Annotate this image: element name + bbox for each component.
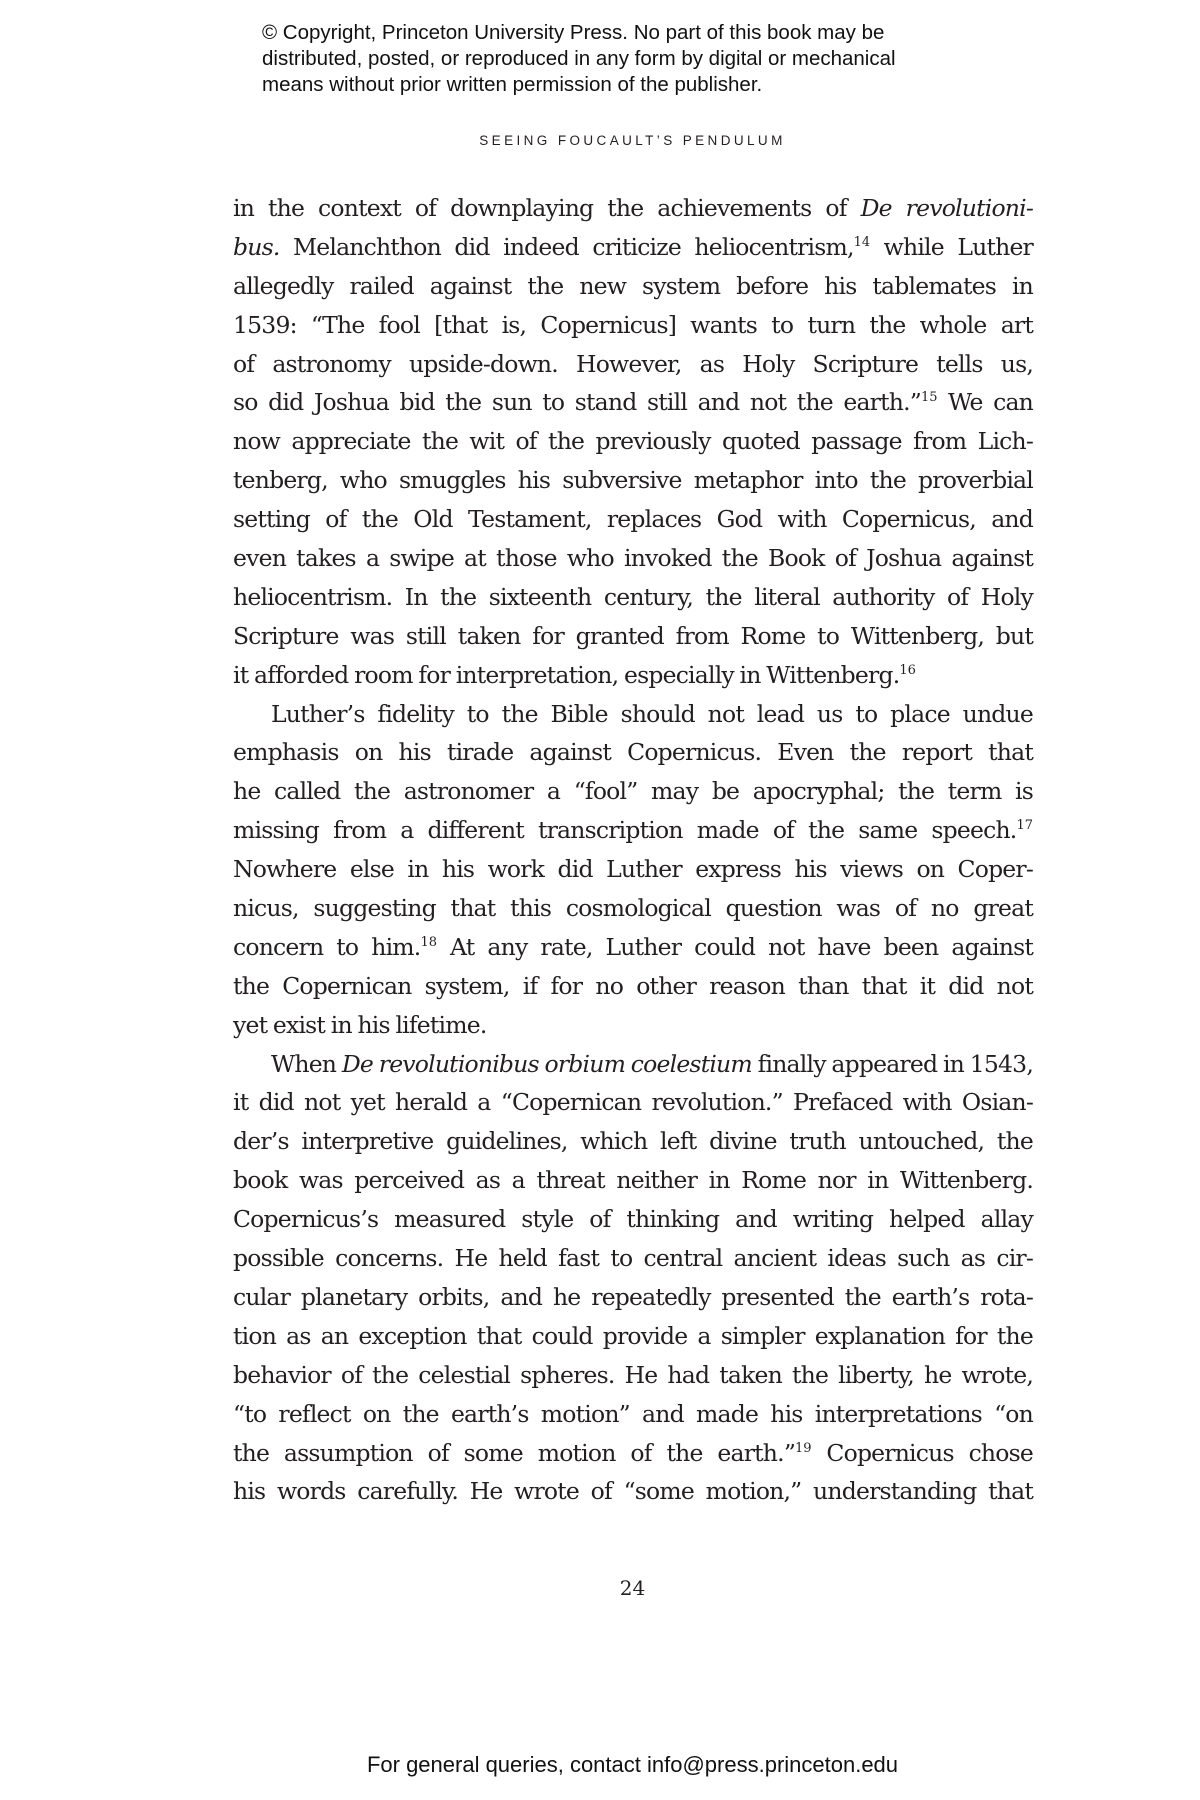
footnote-marker: 17 <box>1016 818 1033 834</box>
text-line: When De revolutionibus orbium coelestium finally appeared in 1543, <box>271 1049 1033 1078</box>
copyright-notice <box>262 20 1022 98</box>
text-line: missing from a different transcription made of the same speech.$^{17}$ <box>233 816 1033 845</box>
text-line: the assumption of some motion of the earth.”$^{19}$ Copernicus chose <box>233 1438 1033 1467</box>
text-line: yet exist in his lifetime. <box>233 1010 487 1039</box>
text-line: heliocentrism. In the sixteenth century, the literal authority of Holy <box>233 582 1033 611</box>
text-line: book was perceived as a threat neither in Rome nor in Wittenberg. <box>233 1166 1033 1195</box>
text-line: the Copernican system, if for no other reason than that it did not <box>233 971 1033 1000</box>
text-line: tion as an exception that could provide a simpler explanation for the <box>233 1321 1033 1350</box>
text-line: Luther’s fidelity to the Bible should not lead us to place undue <box>271 699 1033 728</box>
text-line: of astronomy upside-down. However, as Holy Scripture tells us, <box>233 349 1033 378</box>
text-line: his words carefully. He wrote of “some motion,” understanding that <box>233 1477 1033 1506</box>
body-text <box>233 189 1033 1511</box>
text-line: Copernicus’s measured style of thinking and writing helped allay <box>233 1205 1033 1234</box>
text-line: bus. Melanchthon did indeed criticize heliocentrism,$^{14}$ while Luther <box>233 232 1033 261</box>
text-line: emphasis on his tirade against Copernicus. Even the report that <box>233 738 1033 767</box>
text-line: “to reflect on the earth’s motion” and made his interpretations “on <box>233 1399 1033 1428</box>
text-line: it afforded room for interpretation, especially in Wittenberg.$^{16}$ <box>233 660 916 689</box>
text-line: possible concerns. He held fast to central ancient ideas such as cir- <box>233 1244 1033 1273</box>
copyright-line: means without prior written permission of the publisher. <box>262 73 763 96</box>
footnote-marker: 14 <box>853 234 871 250</box>
text-line: in the context of downplaying the achievements of De revolutioni- <box>233 194 1033 222</box>
text-line: Scripture was still taken for granted from Rome to Wittenberg, but <box>233 621 1033 650</box>
footnote-marker: 15 <box>920 390 938 406</box>
text-line: tenberg, who smuggles his subversive metaphor into the proverbial <box>233 466 1033 495</box>
text-line: der’s interpretive guidelines, which left divine truth untouched, the <box>233 1127 1033 1156</box>
text-line: cular planetary orbits, and he repeatedly presented the earth’s rota- <box>233 1282 1033 1311</box>
text-line: now appreciate the wit of the previously quoted passage from Lich- <box>233 427 1033 456</box>
text-line: Nowhere else in his work did Luther express his views on Coper- <box>233 855 1033 884</box>
text-line: allegedly railed against the new system before his tablemates in <box>233 271 1033 300</box>
footnote-marker: 18 <box>420 934 438 950</box>
copyright-line: © Copyright, Princeton University Press. No part of this book may be <box>262 21 885 44</box>
text-line: 1539: “The fool [that is, Copernicus] wants to turn the whole art <box>233 310 1033 339</box>
page-number: 24 <box>619 1576 646 1600</box>
text-line: he called the astronomer a “fool” may be apocryphal; the term is <box>233 777 1033 806</box>
text-line: even takes a swipe at those who invoked the Book of Joshua against <box>233 544 1033 573</box>
text-line: concern to him.$^{18}$ At any rate, Luther could not have been against <box>233 932 1033 961</box>
footnote-marker: 16 <box>899 662 916 678</box>
text-line: setting of the Old Testament, replaces God with Copernicus, and <box>233 505 1033 534</box>
contact-footer: For general queries, contact info@press.princeton.edu <box>366 1752 899 1777</box>
text-line: so did Joshua bid the sun to stand still and not the earth.”$^{15}$ We can <box>233 388 1033 417</box>
text-line: it did not yet herald a “Copernican revolution.” Prefaced with Osian- <box>233 1088 1033 1117</box>
copyright-line: distributed, posted, or reproduced in any form by digital or mechanical <box>262 47 896 70</box>
text-line: behavior of the celestial spheres. He had taken the liberty, he wrote, <box>233 1360 1033 1389</box>
running-head: SEEING FOUCAULT’S PENDULUM <box>479 133 786 148</box>
text-line: nicus, suggesting that this cosmological question was of no great <box>233 894 1033 923</box>
footnote-marker: 19 <box>795 1440 812 1456</box>
